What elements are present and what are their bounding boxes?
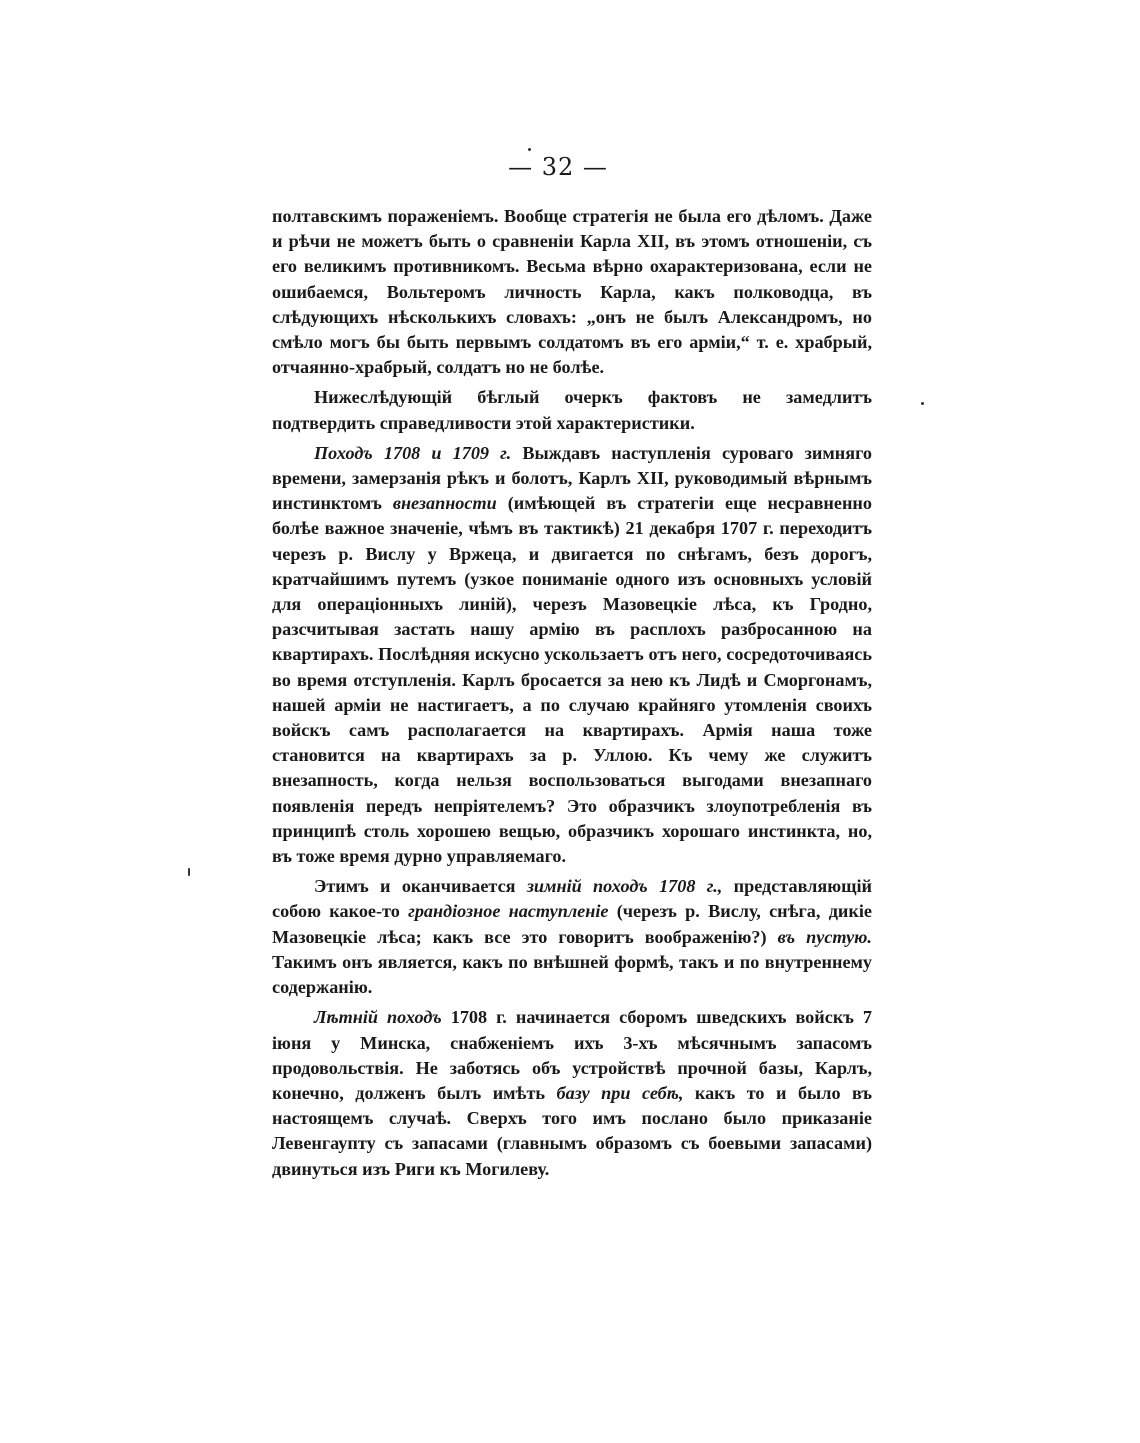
paragraph-text: какъ то и было въ настоящемъ случаѣ. Сверхъ того имъ послано было приказаніе Левенгаупту съ запасами (главнымъ образомъ съ боевыми запасами) двинуться изъ Риги къ Могилеву.: [272, 1082, 872, 1179]
paper-speck: [921, 402, 924, 405]
paragraph-text: Такимъ онъ является, какъ по внѣшней формѣ, такъ и по внутреннему содержанію.: [272, 951, 872, 998]
paragraph-text: (имѣющей въ стратегіи еще несравненно болѣе важное значеніе, чѣмъ въ тактикѣ) 21 декабря 1707 г. переходитъ черезъ р. Вислу у Вржеца, и двигается по снѣгамъ, безъ дорогъ, кратчайшимъ путемъ (узкое пониманіе одного изъ основныхъ условій для операціонныхъ линій), черезъ Мазовецкіе лѣса, къ Гродно, разсчитывая застать нашу армію въ расплохъ разбросанною на квартирахъ. Послѣдняя искусно ускользаетъ отъ него, сосредоточиваясь во время отступленія. Карлъ бросается за нею къ Лидѣ и Сморгонамъ, нашей арміи не настигаетъ, а по случаю крайняго утомленія своихъ войскъ самъ располагается на квартирахъ. Армія наша тоже становится на квартирахъ за р. Уллою. Къ чему же служитъ внезапность, когда нельзя воспользоваться выгодами внезапнаго появленія передъ непріятелемъ? Это образчикъ злоупотребленія въ принципѣ столь хорошею вещью, образчикъ хорошаго инстинкта, но, въ тоже время дурно управляемаго.: [272, 493, 872, 867]
paper-speck: [188, 868, 190, 876]
section-heading-summer-campaign: Лѣтній походъ: [314, 1007, 442, 1028]
paragraph-3: [272, 441, 872, 869]
emphasis-winter-campaign: зимній походъ 1708 г.,: [526, 876, 723, 897]
book-page: [272, 150, 872, 1182]
paragraph-text: 1708 г. начинается сборомъ шведскихъ войскъ 7 іюня у Минска, снабженіемъ ихъ 3-хъ мѣсячнымъ запасомъ продовольствія. Не заботясь объ устройствѣ прочной базы, Карлъ, конечно, долженъ былъ имѣть: [272, 1007, 872, 1103]
emphasis-base-with-himself: базу при себѣ,: [556, 1082, 684, 1103]
paragraph-1: [272, 204, 872, 380]
page-number: — 32 —: [508, 153, 608, 181]
emphasis-grand-offensive: грандіозное наступленіе: [408, 901, 609, 922]
paragraph-text: представляющій собою какое-то: [272, 876, 872, 922]
paragraph-5: [272, 1005, 872, 1181]
emphasis-in-vain: въ пустую.: [777, 926, 872, 947]
paragraph-4: [272, 874, 872, 1000]
paragraph-text: (черезъ р. Вислу, снѣга, дикіе Мазовецкіе лѣса; какъ все это говоритъ воображенію?): [272, 901, 873, 947]
paper-speck: [528, 148, 531, 151]
paragraph-2: [272, 385, 872, 435]
paragraph-text: полтавскимъ пораженіемъ. Вообще стратегія не была его дѣломъ. Даже и рѣчи не можетъ быть о сравненіи Карла XII, въ этомъ отношеніи, съ его великимъ противникомъ. Весьма вѣрно охарактеризована, если не ошибаемся, Вольтеромъ личность Карла, какъ полководца, въ слѣдующихъ нѣсколькихъ словахъ: „онъ не былъ Александромъ, но смѣло могъ бы быть первымъ солдатомъ въ его арміи,“ т. е. храбрый, отчаянно-храбрый, солдатъ но не болѣе.: [272, 206, 872, 378]
paragraph-text: Этимъ и оканчивается: [314, 876, 527, 897]
section-heading-campaign-1708-1709: Походъ 1708 и 1709 г.: [314, 442, 512, 463]
paragraph-text: Нижеслѣдующій бѣглый очеркъ фактовъ не замедлитъ подтвердить справедливости этой характеристики.: [272, 387, 872, 433]
paragraph-text: Выждавъ наступленія суроваго зимняго времени, замерзанія рѣкъ и болотъ, Карлъ XII, руководимый вѣрнымъ инстинктомъ: [272, 442, 872, 514]
emphasis-surprise: внезапности: [392, 493, 497, 514]
